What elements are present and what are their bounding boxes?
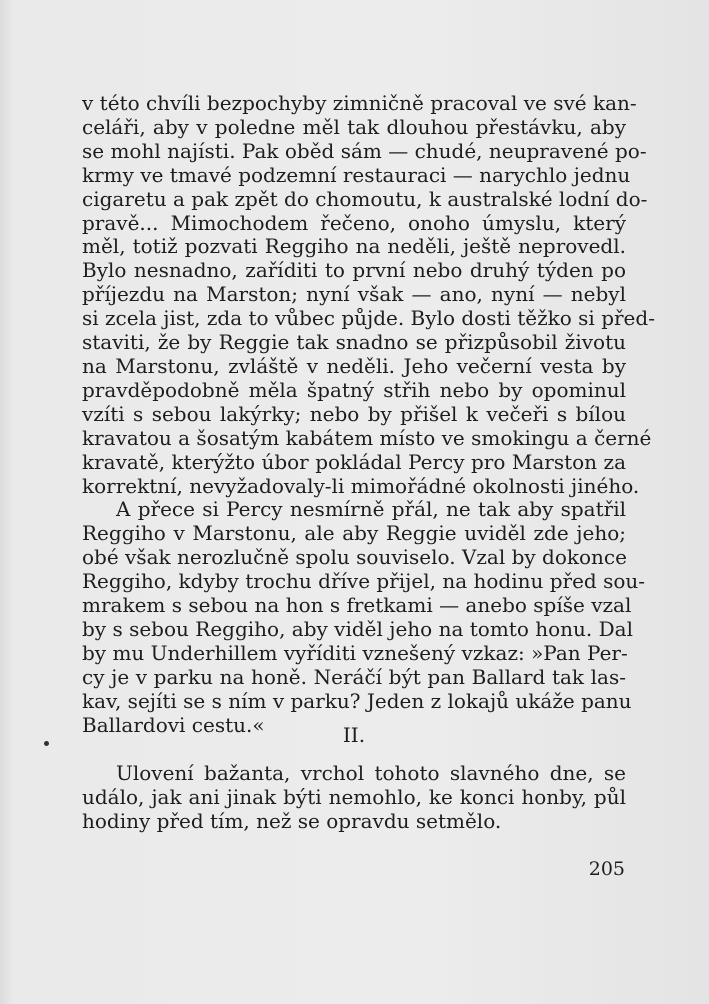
text-line: A přece si Percy nesmírně přál, ne tak aby spatřil [116,497,626,522]
text-line: vzíti s sebou lakýrky; nebo by přišel k večeři s bílou [82,401,626,426]
text-line: korrektní, nevyžadovaly-li mimořádné okolnosti jiného. [82,473,640,498]
text-line: kravatě, kterýžto úbor pokládal Percy pro Marston za [82,449,626,474]
text-line: v této chvíli bezpochyby zimničně pracoval ve své kan- [82,91,637,115]
text-line: staviti, že by Reggie tak snadno se přizpůsobil životu [82,330,626,355]
text-line: kravatou a šosatým kabátem místo ve smokingu a černé [82,425,652,450]
text-line: obé však nerozlučně spolu souviselo. Vzal by dokonce [82,545,627,570]
text-line: příjezdu na Marston; nyní však — ano, nyní — nebyl [82,282,626,307]
text-line: hodiny před tím, než se opravdu setmělo. [82,808,502,833]
text-line: událo, jak ani jinak býti nemohlo, ke konci honby, půl [82,784,626,809]
text-line: kav, sejíti se s ním v parku? Jeden z lokajů ukáže panu [82,688,632,713]
text-line: Reggiho, kdyby trochu dříve přijel, na hodinu před sou- [82,569,646,594]
text-line: by mu Underhillem vyříditi vznešený vzkaz: »Pan Per- [82,640,628,665]
page-speck [44,741,49,746]
text-line: na Marstonu, zvláště v neděli. Jeho večerní vesta by [82,353,626,378]
body-text [82,91,655,737]
text-line: by s sebou Reggiho, aby viděl jeho na tomto honu. Dal [82,616,633,641]
text-line: Reggiho v Marstonu, ale aby Reggie uviděl zde jeho; [82,521,626,546]
text-line: Bylo nesnadno, zaříditi to první nebo druhý týden po [82,258,626,283]
text-line: mrakem s sebou na hon s fretkami — anebo spíše vzal [82,593,632,618]
section-heading: II. [342,723,366,747]
text-line: Ballardovi cestu.« [82,712,265,737]
text-line: si zcela jist, zda to vůbec půjde. Bylo dosti těžko si před- [82,306,655,331]
section-text [82,762,626,834]
text-line: cigaretu a pak zpět do chomoutu, k australské lodní do- [82,186,648,211]
text-line: cy je v parku na honě. Neráčí být pan Ballard tak las- [82,664,626,689]
text-line: krmy ve tmavé podzemní restauraci — narychlo jednu [82,162,631,187]
text-line: celáři, aby v poledne měl tak dlouhou přestávku, aby [82,114,626,139]
text-line: pravděpodobně měla špatný střih nebo by opominul [82,377,626,402]
text-line: měl, totiž pozvati Reggiho na neděli, ještě neprovedl. [82,234,626,259]
text-line: pravě... Mimochodem řečeno, onoho úmyslu, který [82,210,626,235]
text-line: Ulovení bažanta, vrchol tohoto slavného dne, se [116,761,626,785]
page-number: 205 [588,858,625,880]
text-line: se mohl najísti. Pak oběd sám — chudé, neupravené po- [82,138,647,163]
